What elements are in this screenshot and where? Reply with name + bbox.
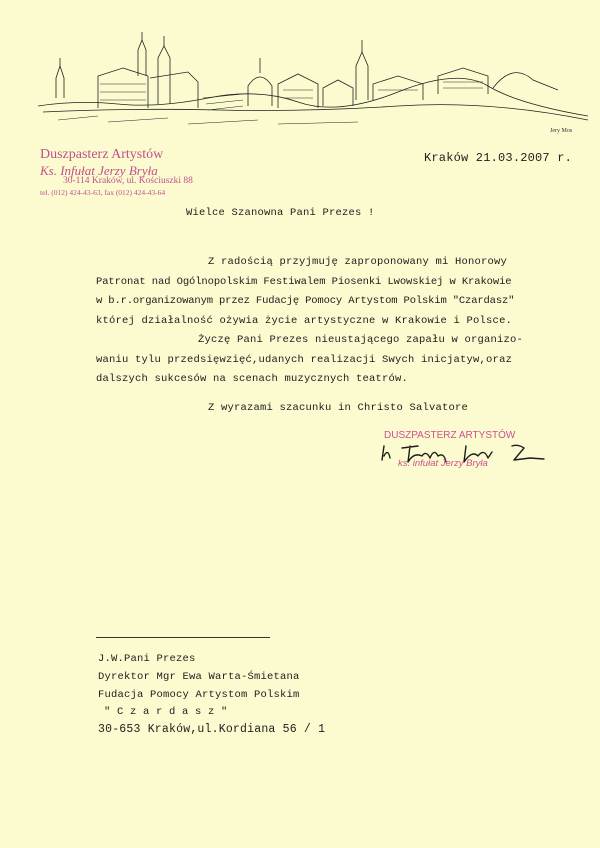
letterhead-org: Duszpasterz Artystów [40,147,164,162]
letter-date: Kraków 21.03.2007 r. [424,151,573,165]
closing: Z wyrazami szacunku in Christo Salvatore [208,402,469,414]
recipient-line: " C z a r d a s z " [104,706,228,718]
recipient-line: Fudacja Pomocy Artystom Polskim [98,689,300,701]
krakow-skyline-drawing [38,28,588,138]
body-line: której działalność ożywia życie artystyczne w Krakowie i Polsce. [96,315,513,327]
letterhead-address: 30-114 Kraków, ul. Kościuszki 88 [63,176,193,186]
letterhead-name: Ks. Infułat Jerzy Bryła [40,163,158,178]
divider-line [96,637,270,638]
body-line: Życzę Pani Prezes nieustającego zapału w organizo- [198,334,524,346]
letterhead-phones: tel. (012) 424-43-63, fax (012) 424-43-64 [40,188,166,197]
body-line: w b.r.organizowanym przez Fudację Pomocy Artystom Polskim "Czardasz" [96,295,515,307]
body-line: dalszych sukcesów na scenach muzycznych teatrów. [96,373,409,385]
body-line: waniu tylu przedsięwzięć,udanych realizacji Swych inicjatyw,oraz [96,354,513,366]
artist-signature-mark: Jery Mos [550,128,573,134]
recipient-line: 30-653 Kraków,ul.Kordiana 56 / 1 [98,723,326,736]
recipient-line: J.W.Pani Prezes [98,653,196,665]
salutation: Wielce Szanowna Pani Prezes ! [186,207,375,219]
stamp-org: DUSZPASTERZ ARTYSTÓW [384,430,516,441]
stamp-name: ks. infułat Jerzy Bryła [398,458,488,469]
body-line: Patronat nad Ogólnopolskim Festiwalem Piosenki Lwowskiej w Krakowie [96,276,512,288]
body-line: Z radością przyjmuję zaproponowany mi Honorowy [208,256,508,268]
recipient-line: Dyrektor Mgr Ewa Warta-Śmietana [98,671,300,683]
